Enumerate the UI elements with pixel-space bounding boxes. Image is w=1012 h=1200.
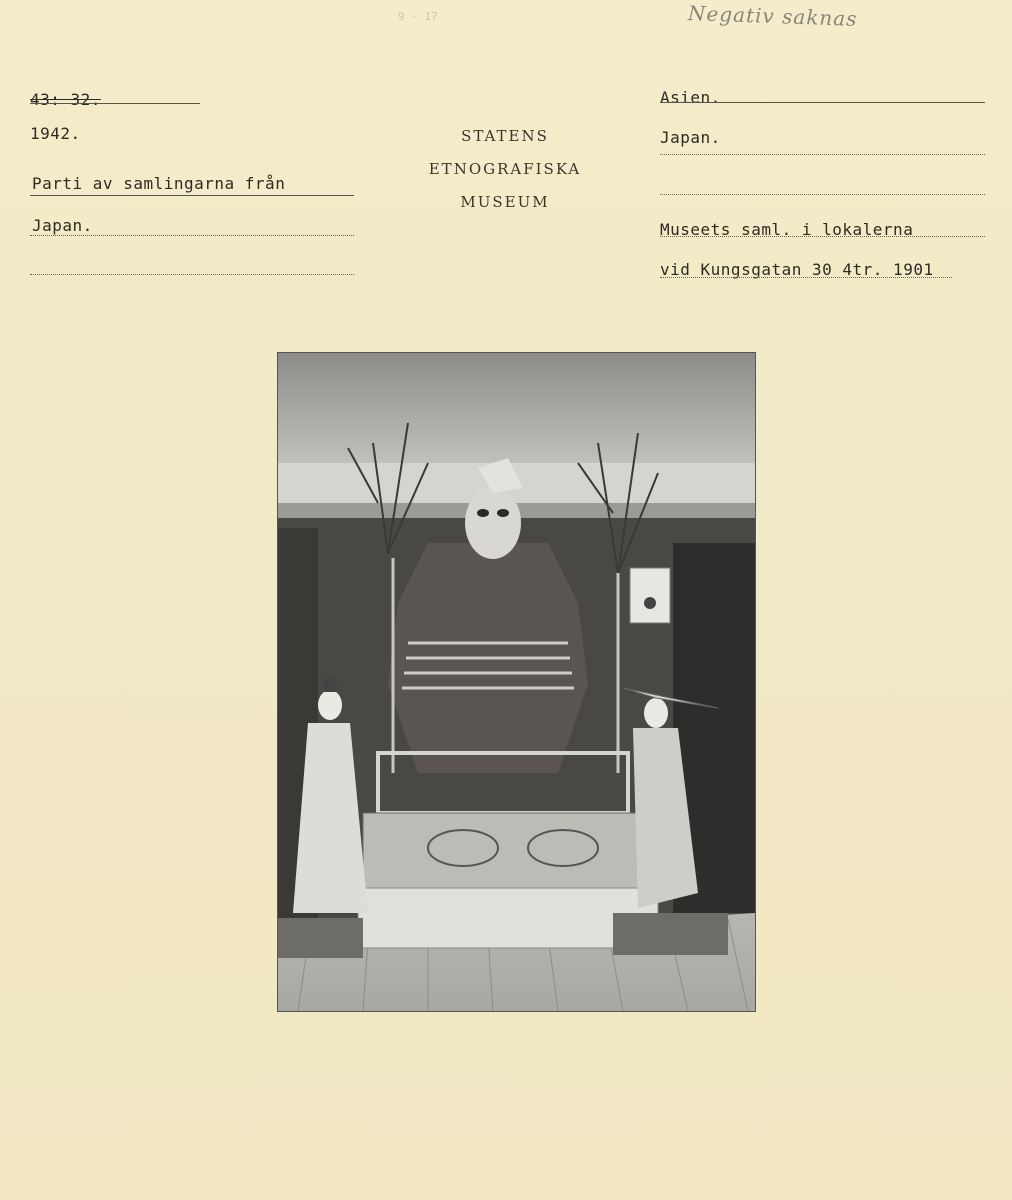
continent: Asien. xyxy=(660,88,721,107)
year: 1942. xyxy=(30,124,81,143)
location-line1: Museets saml. i lokalerna xyxy=(660,220,914,239)
description-line1: Parti av samlingarna från xyxy=(32,174,286,193)
accession-number: 43: 32. xyxy=(30,90,101,109)
exhibit-photograph xyxy=(277,352,756,1012)
ceiling xyxy=(278,353,755,478)
lantern xyxy=(630,568,670,623)
rule xyxy=(30,274,354,275)
description-line2: Japan. xyxy=(32,216,93,235)
right-pedestal xyxy=(613,913,728,955)
country: Japan. xyxy=(660,128,721,147)
rule xyxy=(30,195,354,196)
handwritten-note: Negativ saknas xyxy=(687,1,858,31)
photograph-image xyxy=(278,353,755,1011)
rule xyxy=(30,235,354,236)
pencil-note: 9 - 17 xyxy=(398,10,438,23)
rule xyxy=(660,102,985,103)
rule xyxy=(660,194,985,195)
rule xyxy=(660,236,985,237)
museum-line3: MUSEUM xyxy=(460,193,550,211)
museum-name xyxy=(400,120,610,219)
museum-line1: STATENS xyxy=(461,127,549,145)
rule xyxy=(30,103,200,104)
museum-line2: ETNOGRAFISKA xyxy=(428,160,582,178)
location-line2: vid Kungsgatan 30 4tr. 1901 xyxy=(660,260,934,279)
left-pedestal xyxy=(278,918,363,958)
rule xyxy=(660,277,952,278)
carved-stage-base xyxy=(363,813,643,888)
tengu-mask xyxy=(465,487,521,559)
rule xyxy=(660,154,985,155)
